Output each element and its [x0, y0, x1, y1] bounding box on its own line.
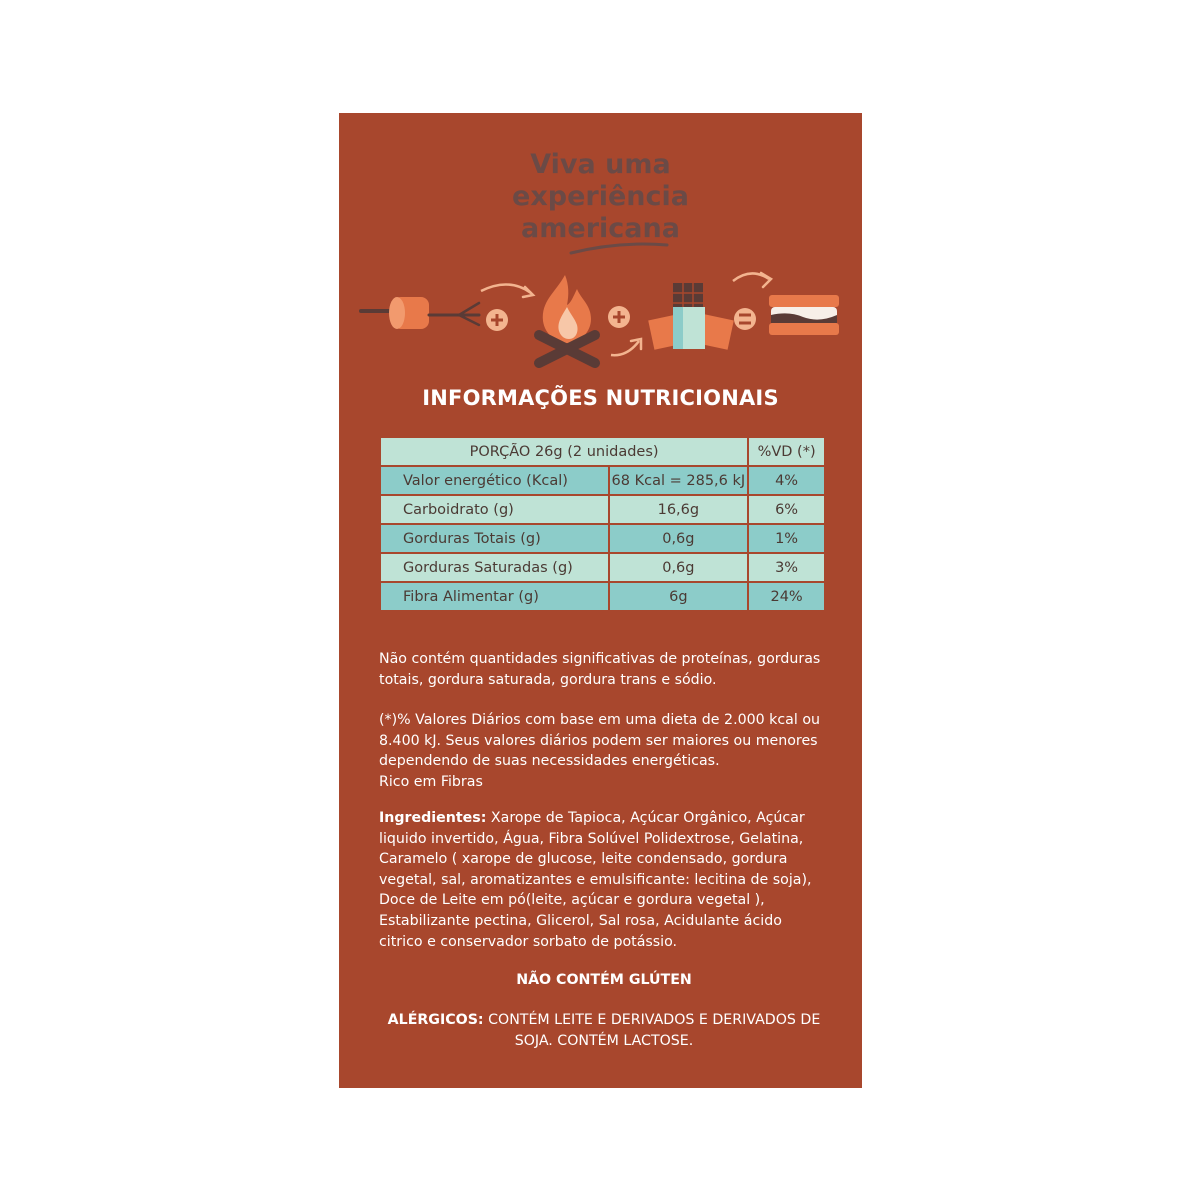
smores-recipe-illustration: [359, 263, 849, 373]
tagline-line-2: experiência: [512, 181, 689, 212]
daily-values-note: [379, 710, 829, 792]
plus-icon: [608, 306, 630, 328]
nutrient-vd: 24%: [748, 582, 825, 611]
nutrition-table: [379, 436, 826, 612]
table-row: [380, 553, 825, 582]
campfire-icon: [539, 275, 595, 363]
nutrition-title: INFORMAÇÕES NUTRICIONAIS: [422, 386, 779, 410]
arrow-icon: [481, 284, 531, 293]
product-panel: [339, 113, 862, 1088]
nutrient-name: Valor energético (Kcal): [380, 466, 609, 495]
nutrient-amount: 6g: [609, 582, 749, 611]
table-row: [380, 524, 825, 553]
swoosh-decoration: [569, 239, 669, 259]
not-significant-note: Não contém quantidades significativas de proteínas, gorduras totais, gordura saturada, gordura trans e sódio.: [379, 651, 821, 688]
ingredients-block: [379, 808, 829, 952]
nutrient-amount: 0,6g: [609, 553, 749, 582]
tagline-line-3: americana: [521, 213, 680, 244]
tagline: [339, 149, 862, 245]
table-header-row: [380, 437, 825, 466]
nutrient-vd: 3%: [748, 553, 825, 582]
plus-icon: [486, 309, 508, 331]
ingredients-text: Xarope de Tapioca, Açúcar Orgânico, Açúcar liquido invertido, Água, Fibra Solúvel Polidextrose, Gelatina, Caramelo ( xarope de glucose, leite condensado, gordura vegetal, sal, aromatizantes e emulsificante: lecitina de soja), Doce de Leite em pó(leite, açúcar e gordura vegetal ), Estabilizante pectina, Glicerol, Sal rosa, Acidulante ácido citrico e conservador sorbato de potássio.: [379, 810, 812, 950]
nutrient-name: Fibra Alimentar (g): [380, 582, 609, 611]
table-row: [380, 466, 825, 495]
equals-icon: [734, 308, 756, 330]
vd-header: %VD (*): [748, 437, 825, 466]
allergens-label: ALÉRGICOS:: [387, 1012, 484, 1028]
nutrient-name: Gorduras Totais (g): [380, 524, 609, 553]
smores-sandwich-icon: [769, 295, 839, 335]
nutrient-name: Gorduras Saturadas (g): [380, 553, 609, 582]
allergens-notice: [379, 1010, 829, 1051]
gluten-free-notice: NÃO CONTÉM GLÚTEN: [516, 972, 692, 988]
ingredients-label: Ingredientes:: [379, 810, 487, 826]
nutrient-amount: 68 Kcal = 285,6 kJ: [609, 466, 749, 495]
table-row: [380, 582, 825, 611]
nutrient-amount: 0,6g: [609, 524, 749, 553]
chocolate-bar-and-crackers-icon: [648, 283, 734, 350]
marshmallow-on-stick-icon: [361, 297, 479, 329]
nutrient-vd: 1%: [748, 524, 825, 553]
nutrient-vd: 6%: [748, 495, 825, 524]
table-row: [380, 495, 825, 524]
nutrient-vd: 4%: [748, 466, 825, 495]
nutrient-name: Carboidrato (g): [380, 495, 609, 524]
allergens-text: CONTÉM LEITE E DERIVADOS E DERIVADOS DE SOJA. CONTÉM LACTOSE.: [483, 1012, 821, 1049]
daily-values-text: (*)% Valores Diários com base em uma dieta de 2.000 kcal ou 8.400 kJ. Seus valores diários podem ser maiores ou menores dependendo de suas necessidades energéticas.: [379, 712, 821, 770]
nutrient-amount: 16,6g: [609, 495, 749, 524]
portion-header: PORÇÃO 26g (2 unidades): [380, 437, 748, 466]
rich-fiber-text: Rico em Fibras: [379, 773, 483, 790]
tagline-line-1: Viva uma: [530, 149, 671, 180]
